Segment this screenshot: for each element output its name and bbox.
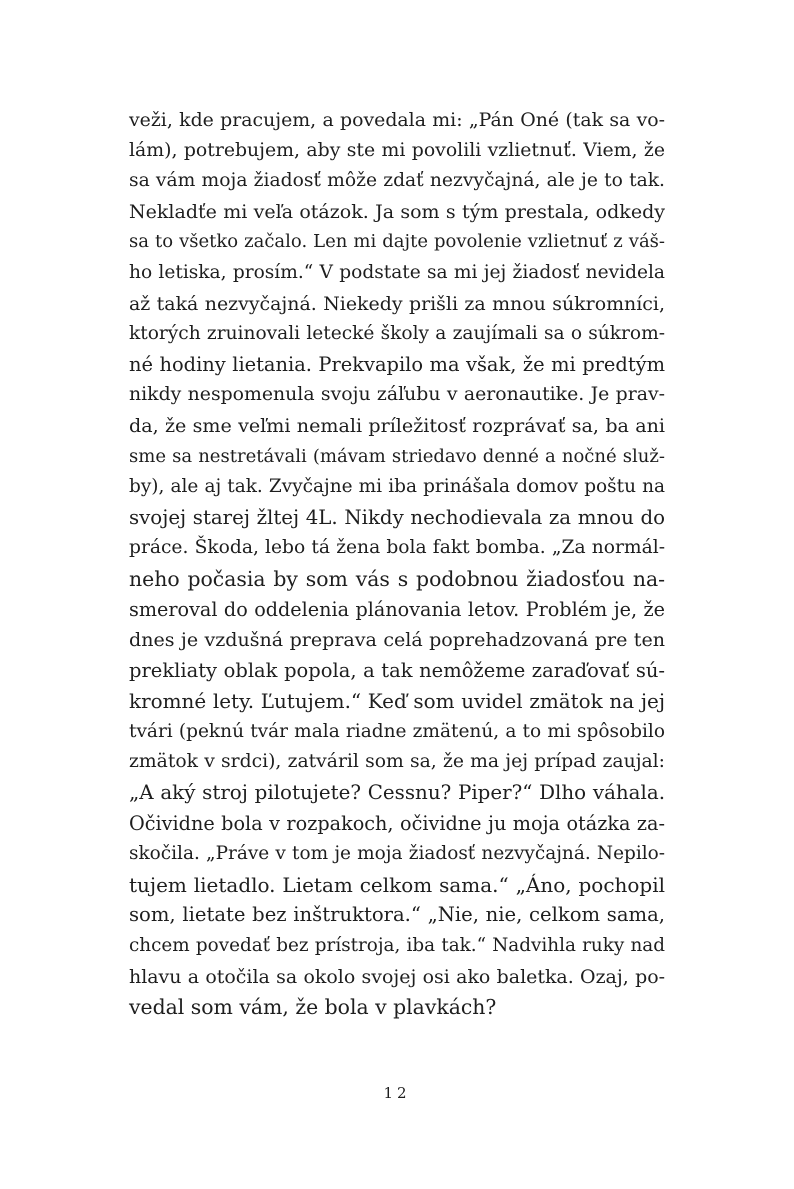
text-line: by), ale aj tak. Zvyčajne mi iba prinášala domov poštu na xyxy=(129,476,665,498)
text-line: prekliaty oblak popola, a tak nemôžeme zaraďovať sú- xyxy=(129,658,665,682)
text-line: tujem lietadlo. Lietam celkom sama.“ „Áno, pochopil xyxy=(129,872,665,897)
text-line: Nekladťe mi veľa otázok. Ja som s tým prestala, odkedy xyxy=(129,200,665,223)
text-line: nikdy nespomenula svoju záľubu v aeronautike. Je prav- xyxy=(129,384,665,406)
text-line: neho počasia by som vás s podobnou žiadosťou na- xyxy=(129,566,665,591)
text-line: sa vám moja žiadosť môže zdať nezvyčajná, ale je to tak. xyxy=(129,170,665,192)
text-line: Očividne bola v rozpakoch, očividne ju moja otázka za- xyxy=(129,811,665,835)
body-text xyxy=(129,105,665,1023)
text-line: kromné lety. Ľutujem.“ Keď som uvidel zmätok na jej xyxy=(129,689,665,714)
text-line: né hodiny lietania. Prekvapilo ma však, že mi predtým xyxy=(129,352,665,376)
text-line: hlavu a otočila sa okolo svojej osi ako baletka. Ozaj, po- xyxy=(129,965,665,988)
text-line: svojej starej žltej 4L. Nikdy nechodievala za mnou do xyxy=(129,505,665,529)
text-line: veži, kde pracujem, a povedala mi: „Pán Oné (tak sa vo- xyxy=(129,109,665,131)
text-line: práce. Škoda, lebo tá žena bola fakt bomba. „Za normál- xyxy=(129,537,665,559)
text-line: ktorých zruinovali letecké školy a zaujímali sa o súkrom- xyxy=(129,323,665,345)
text-line: da, že sme veľmi nemali príležitosť rozprávať sa, ba ani xyxy=(129,414,665,437)
text-line: lám), potrebujem, aby ste mi povolili vzlietnuť. Viem, že xyxy=(129,139,665,161)
text-line: tvári (peknú tvár mala riadne zmätenú, a to mi spôsobilo xyxy=(129,720,665,742)
text-line: až taká nezvyčajná. Niekedy prišli za mnou súkromníci, xyxy=(129,292,665,315)
text-line: vedal som vám, že bola v plavkách? xyxy=(129,995,497,1020)
text-line: som, lietate bez inštruktora.“ „Nie, nie, celkom sama, xyxy=(129,903,665,927)
text-line: skočila. „Práve v tom je moja žiadosť nezvyčajná. Nepilo- xyxy=(129,843,665,865)
text-line: dnes je vzdušná preprava celá poprehadzovaná pre ten xyxy=(129,629,665,652)
text-line: smeroval do oddelenia plánovania letov. Problém je, že xyxy=(129,597,665,621)
page-number: 12 xyxy=(383,1084,411,1102)
text-line: „A aký stroj pilotujete? Cessnu? Piper?“ Dlho váhala. xyxy=(129,781,665,805)
text-line: zmätok v srdci), zatváril som sa, že ma jej prípad zaujal: xyxy=(129,751,665,773)
text-line: sa to všetko začalo. Len mi dajte povolenie vzlietnuť z váš- xyxy=(129,231,665,253)
text-line: ho letiska, prosím.“ V podstate sa mi jej žiadosť nevidela xyxy=(129,261,665,283)
text-line: chcem povedať bez prístroja, iba tak.“ Nadvihla ruky nad xyxy=(129,935,665,957)
text-line: sme sa nestretávali (mávam striedavo denné a nočné služ- xyxy=(129,445,665,467)
